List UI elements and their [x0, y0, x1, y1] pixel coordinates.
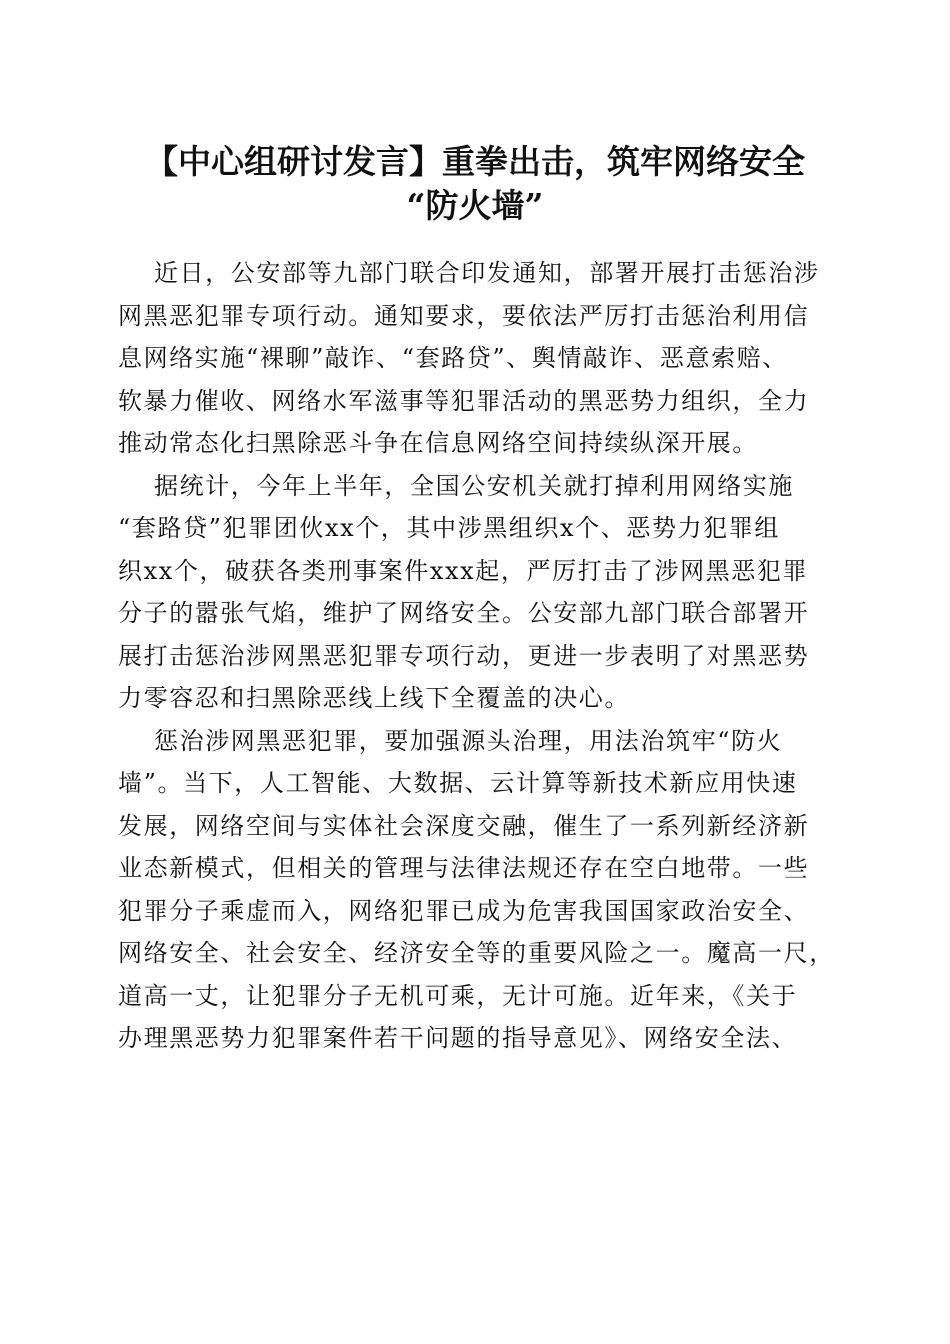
paragraph-line: 据统计，今年上半年，全国公安机关就打掉利用网络实施	[154, 471, 794, 500]
paragraph-line: 犯罪分子乘虚而入，网络犯罪已成为危害我国国家政治安全、	[118, 896, 810, 925]
paragraph-line: 近日，公安部等九部门联合印发通知，部署开展打击惩治涉	[154, 259, 820, 287]
paragraph-line: 网络安全、社会安全、经济安全等的重要风险之一。魔高一尺，	[118, 939, 835, 967]
paragraph-line: 办理黑恶势力犯罪案件若干问题的指导意见》、网络安全法、	[118, 1024, 798, 1052]
paragraph-line: 惩治涉网黑恶犯罪，要加强源头治理，用法治筑牢“防火	[154, 726, 783, 755]
paragraph-line: 分子的嚣张气焰，维护了网络安全。公安部九部门联合部署开	[118, 599, 810, 627]
paragraph-line: 墙”。当下，人工智能、大数据、云计算等新技术新应用快速	[118, 769, 798, 797]
paragraph-line: 道高一丈，让犯罪分子无机可乘，无计可施。近年来，《关于	[118, 981, 798, 1010]
paragraph-line: 息网络实施“裸聊”敲诈、“套路贷”、舆情敲诈、恶意索赔、	[118, 344, 788, 372]
paragraph-line: “套路贷”犯罪团伙xx个，其中涉黑组织x个、恶势力犯罪组	[118, 514, 780, 542]
paragraph-line: 网黑恶犯罪专项行动。通知要求，要依法严厉打击惩治利用信	[118, 301, 810, 330]
paragraph-2	[118, 465, 838, 720]
paragraph-line: 力零容忍和扫黑除恶线上线下全覆盖的决心。	[118, 684, 630, 712]
paragraph-line: 业态新模式，但相关的管理与法律法规还存在空白地带。一些	[118, 854, 810, 882]
title-line-2: “防火墙”	[406, 186, 544, 225]
document-body	[118, 252, 838, 1060]
paragraph-3	[118, 720, 838, 1060]
paragraph-line: 展打击惩治涉网黑恶犯罪专项行动，更进一步表明了对黑恶势	[118, 641, 810, 670]
paragraph-line: 软暴力催收、网络水军滋事等犯罪活动的黑恶势力组织，全力	[118, 386, 810, 415]
paragraph-line: 发展，网络空间与实体社会深度交融，催生了一系列新经济新	[118, 811, 810, 840]
document-title	[100, 140, 850, 228]
paragraph-1	[118, 252, 838, 465]
title-line-1: 【中心组研讨发言】重拳出击，筑牢网络安全	[145, 142, 805, 181]
paragraph-line: 织xx个，破获各类刑事案件xxx起，严厉打击了涉网黑恶犯罪	[118, 556, 809, 585]
paragraph-line: 推动常态化扫黑除恶斗争在信息网络空间持续纵深开展。	[118, 429, 758, 457]
